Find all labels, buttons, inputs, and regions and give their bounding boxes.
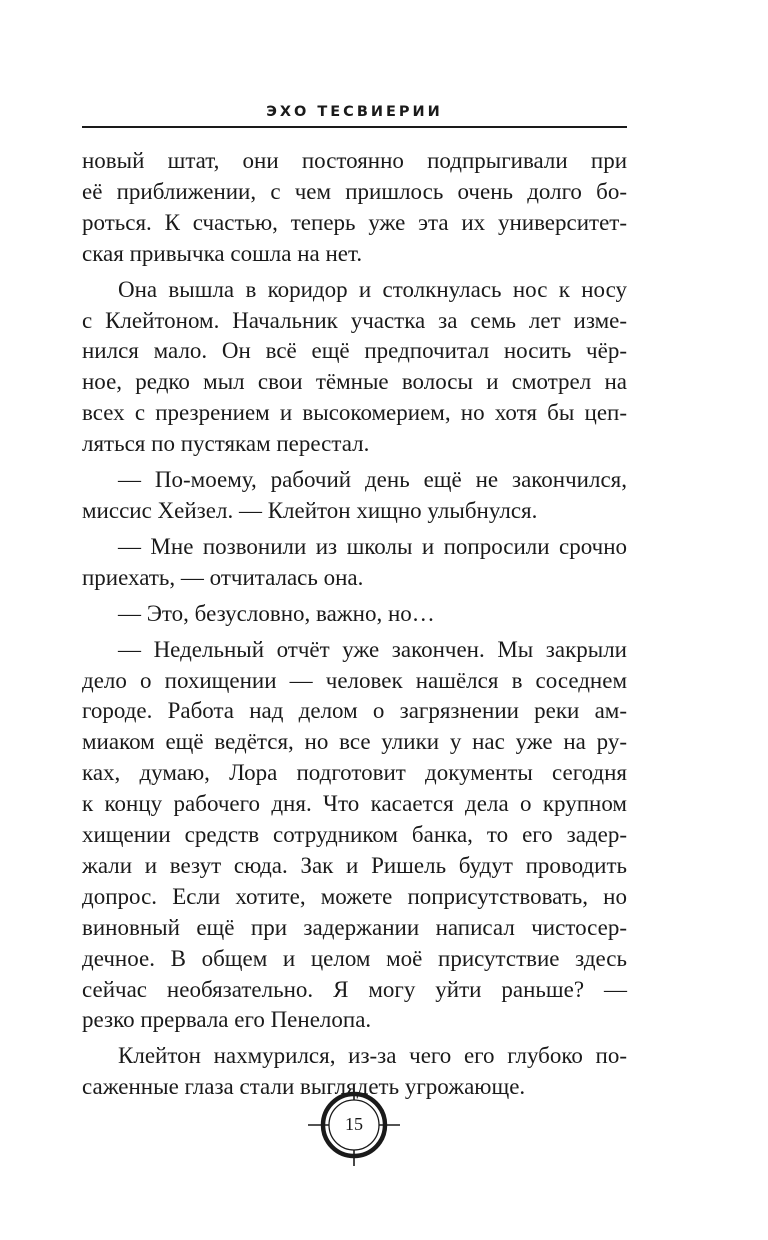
text-line: — Недельный отчёт уже закончен. Мы закрыли: [118, 636, 627, 662]
text-line: — Это, безусловно, важно, но…: [118, 600, 435, 626]
text-line: — По-моему, рабочий день ещё не закончился,: [118, 467, 627, 493]
text-line: Она вышла в коридор и столкнулась нос к носу: [118, 276, 627, 302]
text-line: нился мало. Он всё ещё предпочитал носить чёр-: [82, 338, 627, 364]
text-line: новый штат, они постоянно подпрыгивали при: [82, 148, 627, 173]
running-head: ЭХО ТЕСВИЕРИИ: [266, 104, 443, 120]
text-line: с Клейтоном. Начальник участка за семь лет изме-: [82, 307, 627, 333]
page-number: 15: [345, 1114, 363, 1134]
page-number-ornament: [304, 1082, 404, 1168]
text-line: роться. К счастью, теперь уже эта их университет-: [82, 209, 627, 235]
text-line: ное, редко мыл свои тёмные волосы и смотрел на: [82, 369, 627, 395]
header-rule: [82, 126, 627, 128]
text-line: — Мне позвонили из школы и попросили срочно: [118, 533, 627, 559]
text-line: ская привычка сошла на нет.: [82, 240, 363, 266]
text-line: ляться по пустякам перестал.: [82, 431, 370, 457]
text-line: дечное. В общем и целом моё присутствие здесь: [82, 945, 627, 971]
text-line: её приближении, с чем пришлось очень долго бо-: [82, 178, 627, 204]
text-line: допрос. Если хотите, можете поприсутствовать, но: [82, 883, 627, 909]
text-line: всех с презрением и высокомерием, но хотя бы цеп-: [82, 400, 627, 426]
text-line: миаком ещё ведётся, но все улики у нас уже на ру-: [82, 729, 627, 755]
text-line: Клейтон нахмурился, из-за чего его глубоко по-: [118, 1043, 627, 1069]
body-text: [82, 146, 627, 1103]
text-line: жали и везут сюда. Зак и Ришель будут проводить: [82, 852, 627, 878]
text-line: городе. Работа над делом о загрязнении реки ам-: [82, 698, 627, 724]
text-line: ках, думаю, Лора подготовит документы сегодня: [82, 760, 627, 786]
text-line: сейчас необязательно. Я могу уйти раньше? —: [82, 976, 627, 1002]
text-line: миссис Хейзел. — Клейтон хищно улыбнулся.: [82, 497, 538, 523]
text-line: к концу рабочего дня. Что касается дела о крупном: [82, 791, 627, 817]
text-line: резко прервала его Пенелопа.: [82, 1007, 372, 1033]
text-line: дело о похищении — человек нашёлся в соседнем: [82, 667, 627, 693]
text-line: саженные глаза стали выглядеть угрожающе.: [82, 1074, 526, 1100]
text-line: виновный ещё при задержании написал чистосер-: [82, 914, 627, 940]
text-line: хищении средств сотрудником банка, то его задер-: [82, 822, 627, 848]
text-line: приехать, — отчиталась она.: [82, 564, 364, 590]
